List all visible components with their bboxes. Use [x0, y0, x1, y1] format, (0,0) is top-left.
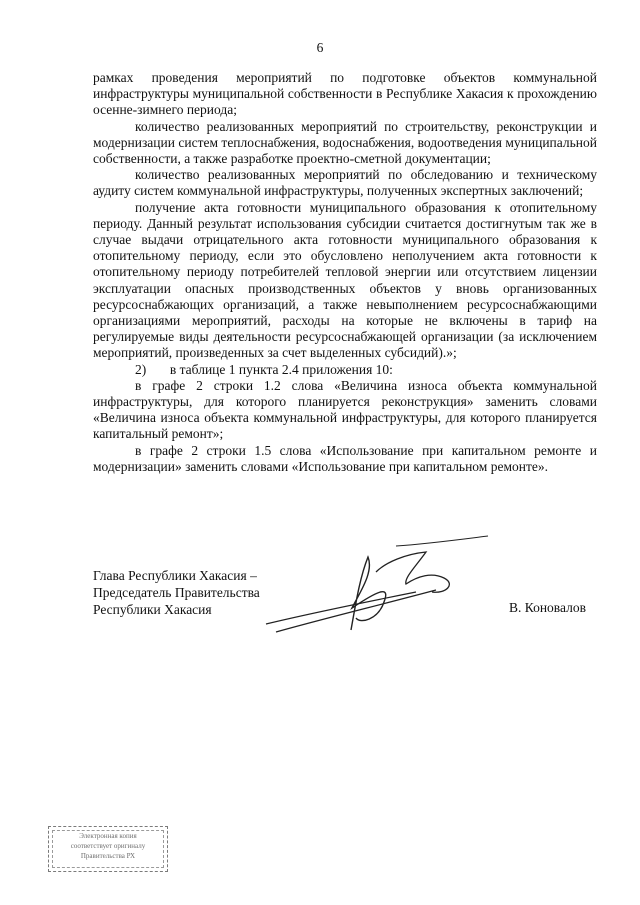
- paragraph-5: 2) в таблице 1 пункта 2.4 приложения 10:: [135, 361, 393, 377]
- stamp-line-3: Правительства РХ: [80, 852, 136, 860]
- paragraph-3: количество реализованных мероприятий по обследованию и техническому аудиту систем коммунальной инфраструктуры, полученных экспертных заключений;: [93, 167, 597, 199]
- page-number: 6: [316, 40, 324, 55]
- paragraph-2: количество реализованных мероприятий по строительству, реконструкции и модернизации систем теплоснабжения, водоснабжения, водоотведения муниципальной собственности, а также разработке проектно-сметной документации;: [93, 118, 597, 167]
- signatory-position: [93, 567, 260, 618]
- handwritten-signature: [256, 532, 506, 642]
- paragraph-7: в графе 2 строки 1.5 слова «Использование при капитальном ремонте и модернизации» заменить словами «Использование при капитальном ремонте».: [93, 442, 597, 474]
- paragraph-4: получение акта готовности муниципального образования к отопительному периоду. Данный результат использования субсидии считается достигнутым так же в случае выдачи отрицательного акта готовности муниципального образования к отопительному периоду, если это обусловлено неполучением акта готовности к отопительному периоду потребителей тепловой энергии или отсутствием лицензии эксплуатации опасных производственных объектов у вновь организованных ресурсоснабжающих организаций, а также невыполнением ресурсоснабжающими организациями мероприятий, расходы на которые не включены в тариф на регулируемые виды деятельности ресурсоснабжающей организации (за исключением мероприятий, произведенных за счет выделенных субсидий).»;: [93, 199, 597, 361]
- signer-name: В. Коновалов: [509, 600, 586, 615]
- copy-stamp: [48, 826, 168, 872]
- signatory-line-3: Республики Хакасия: [93, 602, 212, 617]
- document-body: [93, 70, 597, 475]
- paragraph-6: в графе 2 строки 1.2 слова «Величина износа объекта коммунальной инфраструктуры, для которого планируется реконструкция» заменить словами «Величина износа объекта коммунальной инфраструктуры, для которого планируется капитальный ремонт»;: [93, 377, 597, 442]
- stamp-line-2: соответствует оригиналу: [70, 842, 146, 850]
- paragraph-1: рамках проведения мероприятий по подготовке объектов коммунальной инфраструктуры муниципальной собственности в Республике Хакасия к прохождению осенне-зимнего периода;: [93, 70, 597, 118]
- stamp-inner-border: [52, 830, 164, 868]
- signatory-line-1: Глава Республики Хакасия –: [93, 568, 257, 583]
- signatory-line-2: Председатель Правительства: [93, 585, 260, 600]
- stamp-line-1: Электронная копия: [79, 832, 137, 840]
